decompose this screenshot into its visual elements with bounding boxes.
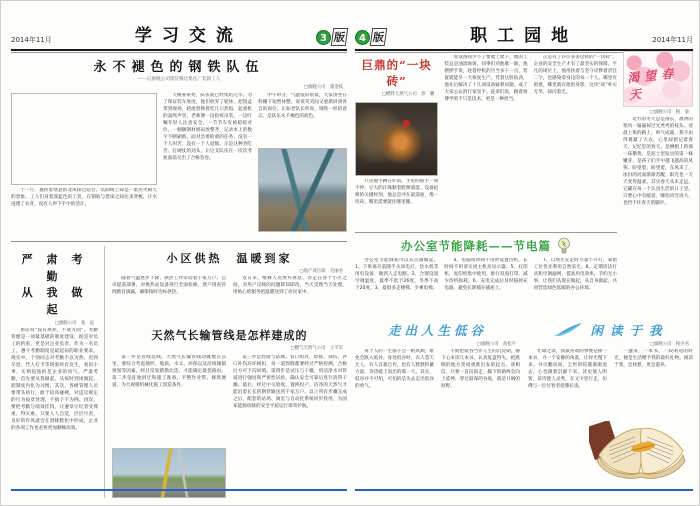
attendance-title-line2: 从 我 做 起 (21, 286, 88, 316)
left-page-date: 2014年11月 (11, 36, 52, 44)
article-brick (355, 55, 617, 227)
left-footer-rule (11, 489, 347, 491)
leisure-reading-byline: □旗舰公司 杨少君 (649, 342, 689, 347)
energy-saving-title: 办公室节能降耗——节电篇 (401, 239, 551, 253)
steel-col3-text: 中午时分，气温依旧很低，大家围坐在料棚下短暂休整，说说笑笑间又重新回到各自的岗位。正如老队长所说，钢铁一样的意志，是队伍永不褪色的底色。 (258, 93, 347, 119)
heating-col1-text: 随着气温逐步下降，供热工作牵动着千家万户。公司提前部署，对换热站设备进行全面检修，逐户排查管网跑冒滴漏，确保按时达标供热。 (112, 276, 226, 295)
left-page-title: 学习交流 (134, 26, 243, 46)
spring-body-text: 北方的冬天总是漫长，凛冽的寒风一遍遍掠过光秃秃的枝头。清晨上班的路上，呵气成霜，我不由得裹紧了大衣，心里却惦记着春天。记忆里的春天，是柳梢上的那一抹鹅黄，是泥土里钻出的第一株嫩芽，是孩子们手中越飞越高的风筝。盼望着，盼望着，东风来了，冰封的河面渐渐苏醒，阳光也一天天变得温柔。其实春天从未走远，它藏在每一个认真生活的日子里。只要心中有暖意，哪怕风雪再大，也挡不住春天的脚步。 (623, 117, 693, 206)
attendance-byline: □旗舰公司 张 远 (54, 321, 94, 326)
page-word: 版 (331, 28, 349, 46)
article-attendance (11, 246, 105, 498)
article-pipeline (112, 322, 347, 498)
right-page-date: 2014年11月 (652, 36, 693, 44)
energy-col3-text: 7、自然光充足时尽量不开灯，靠窗工位优先利用自然采光。8、定期清洁灯具和空调滤网，提高用电效率。节约无小事，让我们从现在做起，从自身做起，共同营造绿色低碳的办公环境。 (533, 258, 617, 291)
energy-col2-text: 4、电脑短时间不用时设置待机，长时间不用请关闭主机及显示器。5、打印机、复印机集中使用，推行双面打印，减少待机损耗。6、充电完成后及时拔掉充电器，避免长期插在插座上。 (444, 258, 528, 291)
right-page-title: 职工园地 (470, 26, 579, 46)
page-number-icon: 3 (316, 30, 331, 45)
leisure-col1-text: 忙碌之余，我最喜欢的事便是捧一本书，寻一个安静的角落，让时光慢下来。书页翻动间，尘世的喧嚣渐渐退去，心也跟着沉静下来。读史使人明智，读诗使人灵秀，在文字里行走，仿佛与一位位智者促膝长谈。 (528, 349, 607, 389)
brick-col3-text: 正是有了许许多多这样的“一块砖”，企业的安全生产才有了最坚实的保障。平凡的岗位上，他用执着与坚守诠释着责任二字，也感染着身边的每一个人。哪里有困难，哪里就有他的身影，这块“砖”朴实无华，却闪着光。 (533, 55, 617, 95)
pipeline-col2-text: 第三步是焊接与防腐。管口组对、焊接、探伤、补口补伤环环相扣，每一道焊缝都要经过严格检测，合格后方可下沟回填。第四步是试压与干燥，用洁净水对管道进行强度和严密性试验，确认安全可靠后进行清管干燥。最后，经过中交验收、置换投产，洁净的天然气才能沿着长长的钢管输送到千家万户。以上所有步骤完成之后，配套的站场、阀室与自动化系统同步投用，为国家能源动脉的安全平稳运行保驾护航。 (233, 355, 347, 409)
steel-article-title: 永不褪色的钢铁队伍 (93, 60, 265, 75)
worker-repair-photo (355, 102, 438, 176)
left-masthead (11, 21, 347, 51)
spring-byline: □旗舰公司 杨 迪 (649, 110, 689, 115)
article-low-valley (355, 321, 520, 487)
pipeline-title: 天然气长输管线是怎样建成的 (151, 329, 308, 342)
spring-title: 渴望春天 (626, 66, 679, 103)
right-masthead (355, 21, 693, 51)
heating-byline: □地产项目部 毛丽君 (299, 269, 343, 274)
article-heating (112, 246, 347, 322)
low-valley-title: 走出人生低谷 (387, 323, 487, 338)
article-leisure-reading (528, 321, 693, 487)
feather-icon (552, 322, 586, 338)
page-number-icon: 4 (355, 30, 370, 45)
page-left (11, 5, 347, 501)
brick-col1-text: 只见他半蹲在炉前，手里的扳手一刻不停，豆大的汗珠顺着脸颊滚落。设备抢修的关键时刻，他总是冲在最前面，像一块砖，哪里需要就往哪里搬。 (355, 179, 439, 205)
article-steel-team (11, 56, 347, 235)
plant-photo (258, 148, 347, 232)
low-valley-byline: □旗舰公司 高松平 (476, 342, 516, 347)
attendance-title (11, 252, 98, 318)
pipeline-col1-text: 第一步是管线选线。天然气长输管线动辄数百公里，要综合考虑地形、地质、水文、环保以及沿线城镇规划等因素，经过反复踏勘比选，才能确定最优路由。第二步是征地拆迁和施工准备，平整作业带、修筑便道，为大规模机械化施工创造条件。 (112, 355, 226, 388)
steel-col1-text: 十一月，裹挟着寒意的北风掠过站台，装卸线上却是一派热火朝天的景象。工人们身着深蓝色的工装，在钢轨与货垛之间往来穿梭，汗水浸透了衣背，没有人停下手中的活计。 (11, 188, 157, 207)
article-energy-saving (355, 232, 617, 308)
heating-title: 小区供热 温暖到家 (166, 252, 293, 265)
section-divider (11, 241, 347, 242)
page-word: 版 (370, 28, 388, 46)
brick-byline: □燃料天然气公司 郭 鹏 (381, 92, 435, 97)
low-valley-col1-text: 每个人的一生都不会一帆风顺，难免会跌入低谷。身处低谷时，有人怨天尤人，有人自暴自弃，也有人默默积蓄力量，等待破土而出的那一天。其实，低谷并不可怕，可怕的是失去走出低谷的勇气。 (355, 349, 434, 389)
heating-col2-text: 连日来，维修人员放弃休息，奔走在各个小区之间，对用户反映的问题即知即改，当天受理当天处理，用贴心的服务把温暖送到了居民家中。 (233, 276, 347, 295)
low-valley-col2-text: 不妨把低谷当作人生的沉淀期，静下心来读几本书，认真复盘得失，把跌倒的地方变成重新出发的起点。请相信，只要一直向前走，脚下的路终会向上延伸，穿过最深的谷底，就是开阔的原野。 (441, 349, 520, 389)
workers-photo (11, 93, 157, 185)
left-page-badge (316, 28, 347, 46)
right-footer-rule (355, 489, 693, 491)
attendance-title-line1: 严 肃 考 勤 (21, 253, 88, 283)
leisure-reading-title: 闲读于我 (590, 323, 669, 338)
page-right (355, 5, 693, 501)
attendance-body-text: 俗话说“没有规矩，不成方圆”。考勤管理是一项最基础的制度建设，既是对员工的约束，更是对企业负责。作为一名员工，遵守考勤制度是最起码的职业要求。现实中，个别同志对考勤不以为然，迟到早退、代人打卡等现象时有发生，看似小事，实则侵蚀的是企业的风气。严肃考勤，首先要从我做起，从按时到岗做起，把制度内化为习惯。其次，各级管理人员要带头执行，敢于较真碰硬，对违反规定的行为按章处理，不搞下不为例。再次，要把考勤与绩效挂钩，让遵章守纪者受尊重、得实惠。只要人人自觉，层层尽责，良好的作风就会在潜移默化中形成，企业的各项工作也必将更加顺畅高效。 (11, 328, 98, 431)
energy-col1-text: 办公室节能降耗可以从点滴做起。1、下班离开前随手关闭电灯、饮水机等用电设备，做到人走电断。2、合理设置空调温度，夏季不低于26度，冬季不高于20度。3、提倡多走楼梯，少乘电梯。 (355, 258, 439, 291)
brick-col2-text: 进设备间少不了要爬上爬下，他的工装总是油渍斑斑。同事们劝他歇一歇，他摆摆手说，趁着停机的空当多干一点，装置就能早一天恢复生产。凭着这股钻劲，他先后解决了十几项设备疑难问题，成了大家公认的行家里手。徒弟们说，跟着师傅学的不只是技术，更是一种担当。 (444, 55, 528, 102)
leisure-col2-text: 一盏茶，一本书，一段闲适的时光，便是生活赠予我的最好礼物。闲读于我，是休憩，更是滋养。 (614, 349, 693, 368)
open-book-photo (589, 421, 693, 485)
spring-flowers-image (623, 51, 693, 107)
steel-col2-text: 天刚蒙蒙亮，队伍就已经集结完毕。为了保证装车进度，他们放弃了轮休，把饭盒带到现场，轮流替换着吃几口热饭。起重机的轰鸣声里，老师傅一边指挥吊装，一边叮嘱年轻人注意安全。一节节车皮被稳稳对位，一捆捆钢材被码放整齐，记录本上的数字不断刷新。面对急难险重的任务，没有一个人叫苦，没有一个人退缩。正是这种肯吃苦、打硬仗的劲头，让这支队伍在一次次考验面前交出了合格答卷。 (163, 93, 252, 161)
steel-article-subtitle: ——记旗舰公司派驻腾达集化厂装卸工人 (137, 77, 221, 82)
pipeline-byline: □燃气天然气公司 王平军 (290, 346, 343, 351)
article-spring (623, 51, 693, 307)
lightbulb-icon (557, 237, 571, 255)
brick-title: 巨鼎的“一块砖” (361, 58, 432, 88)
right-page-badge (355, 28, 386, 46)
steel-article-byline: □旗舰公司 董金枝 (303, 85, 343, 90)
